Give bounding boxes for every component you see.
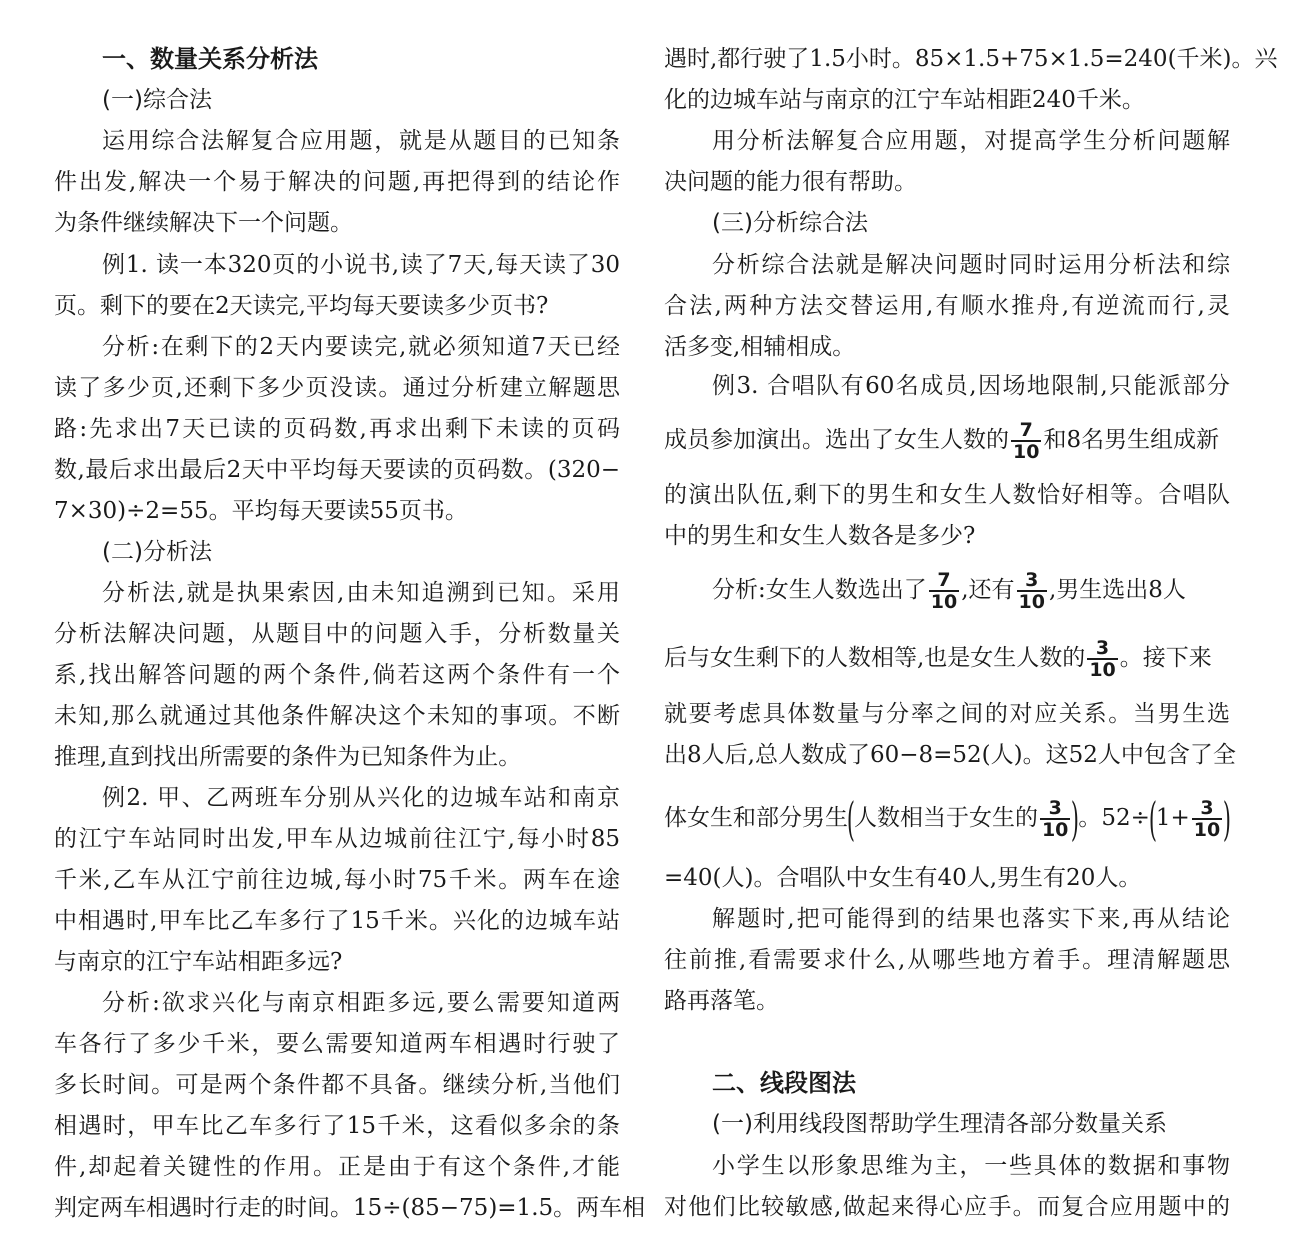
fraction-three-tenths bbox=[1017, 570, 1047, 612]
analysis-2-line: 相遇时，甲车比乙车多行了15千米，这看似多余的条 bbox=[54, 1113, 620, 1139]
example-3-line: 的演出队伍,剩下的男生和女生人数恰好相等。合唱队 bbox=[664, 482, 1230, 508]
paragraph-line: 往前推,看需要求什么,从哪些地方着手。理清解题思 bbox=[664, 947, 1230, 973]
paragraph-line: 推理,直到找出所需要的条件为已知条件为止。 bbox=[54, 744, 522, 770]
example-2-line: 的江宁车站同时出发,甲车从边城前往江宁,每小时85 bbox=[54, 826, 620, 852]
analysis-2-line: 件,却起着关键性的作用。正是由于有这个条件,才能 bbox=[54, 1154, 620, 1180]
paragraph-line: 对他们比较敏感,做起来得心应手。而复合应用题中的 bbox=[664, 1194, 1230, 1220]
subsection-heading-synthesis: (一)综合法 bbox=[102, 87, 212, 113]
example-2-line: 例2. 甲、乙两班车分别从兴化的边城车站和南京 bbox=[102, 785, 620, 811]
paragraph-line: 决问题的能力很有帮助。 bbox=[664, 169, 917, 195]
analysis-3-line: =40(人)。合唱队中女生有40人,男生有20人。 bbox=[664, 865, 1142, 891]
example-3-text: 和8名男生组成新 bbox=[1043, 427, 1220, 453]
analysis-2-line: 多长时间。可是两个条件都不具备。继续分析,当他们 bbox=[54, 1072, 620, 1098]
fraction-seven-tenths bbox=[1011, 420, 1041, 462]
analysis-3-text: ,还有 bbox=[961, 577, 1015, 603]
analysis-1-line: 路:先求出7天已读的页码数,再求出剩下未读的页码 bbox=[54, 416, 620, 442]
fraction-numerator: 7 bbox=[929, 570, 959, 592]
paragraph-line: 分析法,就是执果索因,由未知追溯到已知。采用 bbox=[102, 580, 620, 606]
analysis-1-line: 数,最后求出最后2天中平均每天要读的页码数。(320− bbox=[54, 457, 620, 483]
left-paren: ( bbox=[1148, 792, 1157, 846]
example-2-line: 千米,乙车从江宁前往边城,每小时75千米。两车在途 bbox=[54, 867, 620, 893]
example-3-text: 成员参加演出。选出了女生人数的 bbox=[664, 427, 1009, 453]
analysis-3-line: 出8人后,总人数成了60−8=52(人)。这52人中包含了全 bbox=[664, 742, 1236, 768]
fraction-numerator: 3 bbox=[1087, 638, 1117, 660]
analysis-1-line: 读了多少页,还剩下多少页没读。通过分析建立解题思 bbox=[54, 375, 620, 401]
fraction-denominator: 10 bbox=[1193, 819, 1221, 841]
analysis-3-line bbox=[664, 562, 1230, 618]
analysis-3-text: 体女生和部分男生 bbox=[664, 805, 848, 831]
fraction-numerator: 3 bbox=[1017, 570, 1047, 592]
analysis-2-line: 判定两车相遇时行走的时间。15÷(85−75)=1.5。两车相 bbox=[54, 1195, 646, 1221]
analysis-3-line: 就要考虑具体数量与分率之间的对应关系。当男生选 bbox=[664, 701, 1230, 727]
subsection-heading-analysis-synthesis: (三)分析综合法 bbox=[712, 210, 868, 236]
fraction-denominator: 10 bbox=[1018, 591, 1045, 613]
analysis-3-text: 1+ bbox=[1155, 805, 1190, 831]
paragraph-line: 为条件继续解决下一个问题。 bbox=[54, 210, 353, 236]
paragraph-line: 系,找出解答问题的两个条件,倘若这两个条件有一个 bbox=[54, 662, 620, 688]
subsection-heading-analysis: (二)分析法 bbox=[102, 539, 212, 565]
fraction-three-tenths bbox=[1192, 798, 1222, 840]
analysis-2-line: 车各行了多少千米，要么需要知道两车相遇时行驶了 bbox=[54, 1031, 620, 1057]
analysis-3-text: 。52÷ bbox=[1078, 805, 1150, 831]
example-1-line: 例1. 读一本320页的小说书,读了7天,每天读了30 bbox=[102, 252, 620, 278]
analysis-3-line bbox=[664, 630, 1230, 686]
analysis-3-line bbox=[664, 790, 1230, 846]
fraction-three-tenths bbox=[1087, 638, 1117, 680]
paragraph-line: 合法,两种方法交替运用,有顺水推舟,有逆流而行,灵 bbox=[664, 293, 1230, 319]
analysis-2-continued-line: 遇时,都行驶了1.5小时。85×1.5+75×1.5=240(千米)。兴 bbox=[664, 46, 1278, 72]
analysis-3-text: ,男生选出8人 bbox=[1048, 577, 1186, 603]
subsection-heading-line-diagram: (一)利用线段图帮助学生理清各部分数量关系 bbox=[712, 1111, 1167, 1137]
paragraph-line: 活多变,相辅相成。 bbox=[664, 334, 856, 360]
analysis-3-text: 人数相当于女生的 bbox=[853, 805, 1038, 831]
paragraph-line: 件出发,解决一个易于解决的问题,再把得到的结论作 bbox=[54, 169, 620, 195]
fraction-denominator: 10 bbox=[930, 591, 958, 613]
paragraph-line: 运用综合法解复合应用题，就是从题目的已知条 bbox=[102, 128, 620, 154]
paragraph-line: 解题时,把可能得到的结果也落实下来,再从结论 bbox=[712, 906, 1230, 932]
paragraph-line: 路再落笔。 bbox=[664, 988, 779, 1014]
fraction-denominator: 10 bbox=[1013, 441, 1040, 463]
analysis-3-text: 分析:女生人数选出了 bbox=[712, 577, 927, 603]
fraction-numerator: 3 bbox=[1040, 798, 1070, 820]
analysis-3-text: 。接下来 bbox=[1119, 645, 1212, 671]
analysis-2-line: 分析:欲求兴化与南京相距多远,要么需要知道两 bbox=[102, 990, 620, 1016]
section-heading-1: 一、数量关系分析法 bbox=[102, 45, 318, 73]
paragraph-line: 分析法解决问题，从题目中的问题入手，分析数量关 bbox=[54, 621, 620, 647]
example-2-line: 与南京的江宁车站相距多远? bbox=[54, 949, 343, 975]
fraction-denominator: 10 bbox=[1041, 819, 1069, 841]
fraction-numerator: 7 bbox=[1011, 420, 1041, 442]
example-1-line: 页。剩下的要在2天读完,平均每天要读多少页书? bbox=[54, 293, 549, 319]
right-paren: ) bbox=[1071, 792, 1080, 846]
analysis-3-text: 后与女生剩下的人数相等,也是女生人数的 bbox=[664, 645, 1086, 671]
example-3-line bbox=[664, 412, 1230, 468]
analysis-2-continued-line: 化的边城车站与南京的江宁车站相距240千米。 bbox=[664, 87, 1145, 113]
paragraph-line: 分析综合法就是解决问题时同时运用分析法和综 bbox=[712, 252, 1230, 278]
example-3-line: 中的男生和女生人数各是多少? bbox=[664, 523, 976, 549]
fraction-numerator: 3 bbox=[1192, 798, 1222, 820]
example-3-line: 例3. 合唱队有60名成员,因场地限制,只能派部分 bbox=[712, 373, 1230, 399]
section-heading-2: 二、线段图法 bbox=[712, 1069, 856, 1097]
analysis-1-line: 7×30)÷2=55。平均每天要读55页书。 bbox=[54, 498, 468, 524]
analysis-1-line: 分析:在剩下的2天内要读完,就必须知道7天已经 bbox=[102, 334, 620, 360]
example-2-line: 中相遇时,甲车比乙车多行了15千米。兴化的边城车站 bbox=[54, 908, 620, 934]
paragraph-line: 小学生以形象思维为主，一些具体的数据和事物 bbox=[712, 1153, 1230, 1179]
left-paren: ( bbox=[846, 792, 856, 846]
fraction-denominator: 10 bbox=[1089, 659, 1116, 681]
right-paren: ) bbox=[1223, 792, 1232, 846]
fraction-seven-tenths bbox=[929, 570, 959, 612]
paragraph-line: 未知,那么就通过其他条件解决这个未知的事项。不断 bbox=[54, 703, 620, 729]
paragraph-line: 用分析法解复合应用题，对提高学生分析问题解 bbox=[712, 128, 1230, 154]
fraction-three-tenths bbox=[1040, 798, 1070, 840]
